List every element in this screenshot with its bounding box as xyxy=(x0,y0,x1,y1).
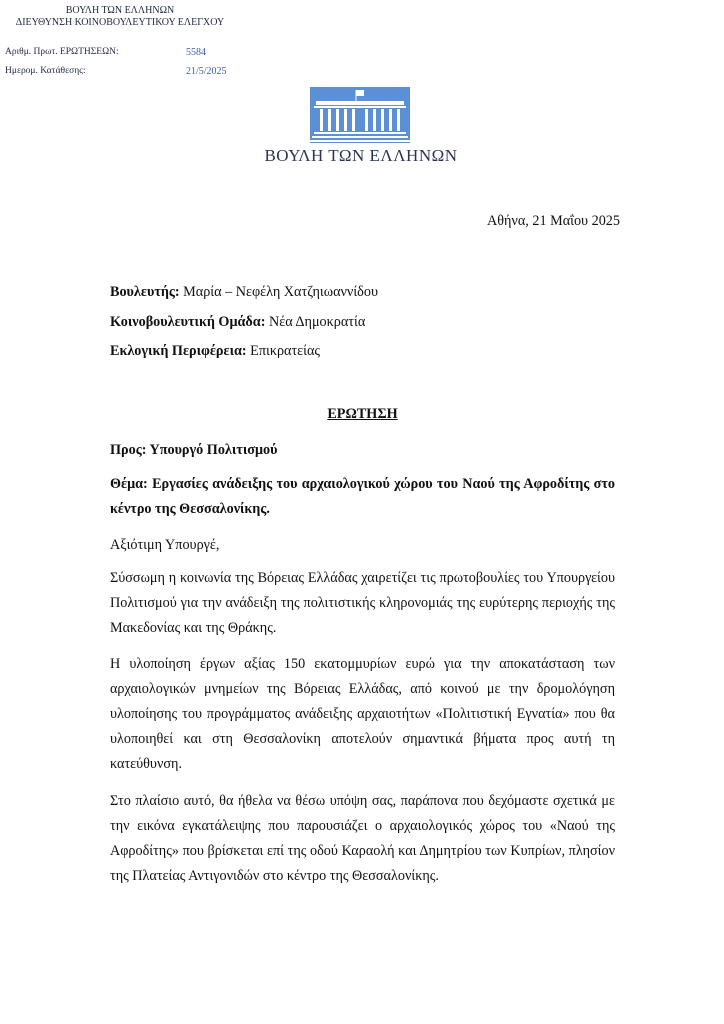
group-value: Νέα Δημοκρατία xyxy=(265,314,366,330)
paragraph-1: Σύσσωμη η κοινωνία της Βόρειας Ελλάδας χαιρετίζει τις πρωτοβουλίες του Υπουργείου Πολιτισμού για την ανάδειξη της πολιτιστικής κληρονομιάς της ευρύτερης περιοχής της Μακεδονίας και της Θράκης. xyxy=(110,570,615,636)
protocol-label: Αριθμ. Πρωτ. ΕΡΩΤΗΣΕΩΝ: xyxy=(5,47,119,57)
mp-label: Βουλευτής: xyxy=(110,284,180,300)
group-line xyxy=(110,310,615,335)
group-label: Κοινοβουλευτική Ομάδα: xyxy=(110,314,266,330)
subject: Θέμα: Εργασίες ανάδειξης του αρχαιολογικού χώρου του Ναού της Αφροδίτης στο κέντρο της Θεσσαλονίκης. xyxy=(110,476,615,517)
parliament-building-icon xyxy=(310,87,410,143)
parliament-logo xyxy=(310,87,410,143)
protocol-value: 5584 xyxy=(186,47,206,58)
date-filed-label: Ημερομ. Κατάθεσης: xyxy=(5,66,86,76)
recipient: Προς: Υπουργό Πολιτισμού xyxy=(110,442,278,458)
region-line xyxy=(110,339,615,364)
header-parliament: ΒΟΥΛΗ ΤΩΝ ΕΛΛΗΝΩΝ xyxy=(65,5,175,16)
salutation: Αξιότιμη Υπουργέ, xyxy=(110,537,220,553)
paragraph-2: Η υλοποίηση έργων αξίας 150 εκατομμυρίων ευρώ για την αποκατάσταση των αρχαιολογικών μνημείων της Βόρειας Ελλάδας, από κοινού με την δρομολόγηση υλοποίησης του προγράμματος ανάδειξης αρχαιοτήτων «Πολιτιστική Εγνατία» που θα υλοποιηθεί και στη Θεσσαλονίκη αποτελούν σημαντικά βήματα προς αυτή τη κατεύθυνση. xyxy=(110,656,615,772)
header-directorate: ΔΙΕΥΘΥΝΣΗ ΚΟΙΝΟΒΟΥΛΕΥΤΙΚΟΥ ΕΛΕΓΧΟΥ xyxy=(15,17,225,28)
document-title: ΕΡΩΤΗΣΗ xyxy=(327,406,398,422)
mp-value: Μαρία – Νεφέλη Χατζηιωαννίδου xyxy=(179,284,378,300)
date-place: Αθήνα, 21 Μαΐου 2025 xyxy=(486,213,620,229)
region-label: Εκλογική Περιφέρεια: xyxy=(110,343,247,359)
date-filed-value: 21/5/2025 xyxy=(186,66,227,77)
logo-caption: ΒΟΥΛΗ ΤΩΝ ΕΛΛΗΝΩΝ xyxy=(264,146,458,165)
mp-line xyxy=(110,280,615,305)
region-value: Επικρατείας xyxy=(246,343,321,359)
paragraph-3: Στο πλαίσιο αυτό, θα ήθελα να θέσω υπόψη σας, παράπονα που δεχόμαστε σχετικά με την εικόνα εγκατάλειψης που παρουσιάζει ο αρχαιολογικός χώρος του «Ναού της Αφροδίτης» που βρίσκεται επί της οδού Καραολή και Δημητρίου των Κυπρίων, πλησίον της Πλατείας Αντιγονιδών στο κέντρο της Θεσσαλονίκης. xyxy=(110,793,615,884)
